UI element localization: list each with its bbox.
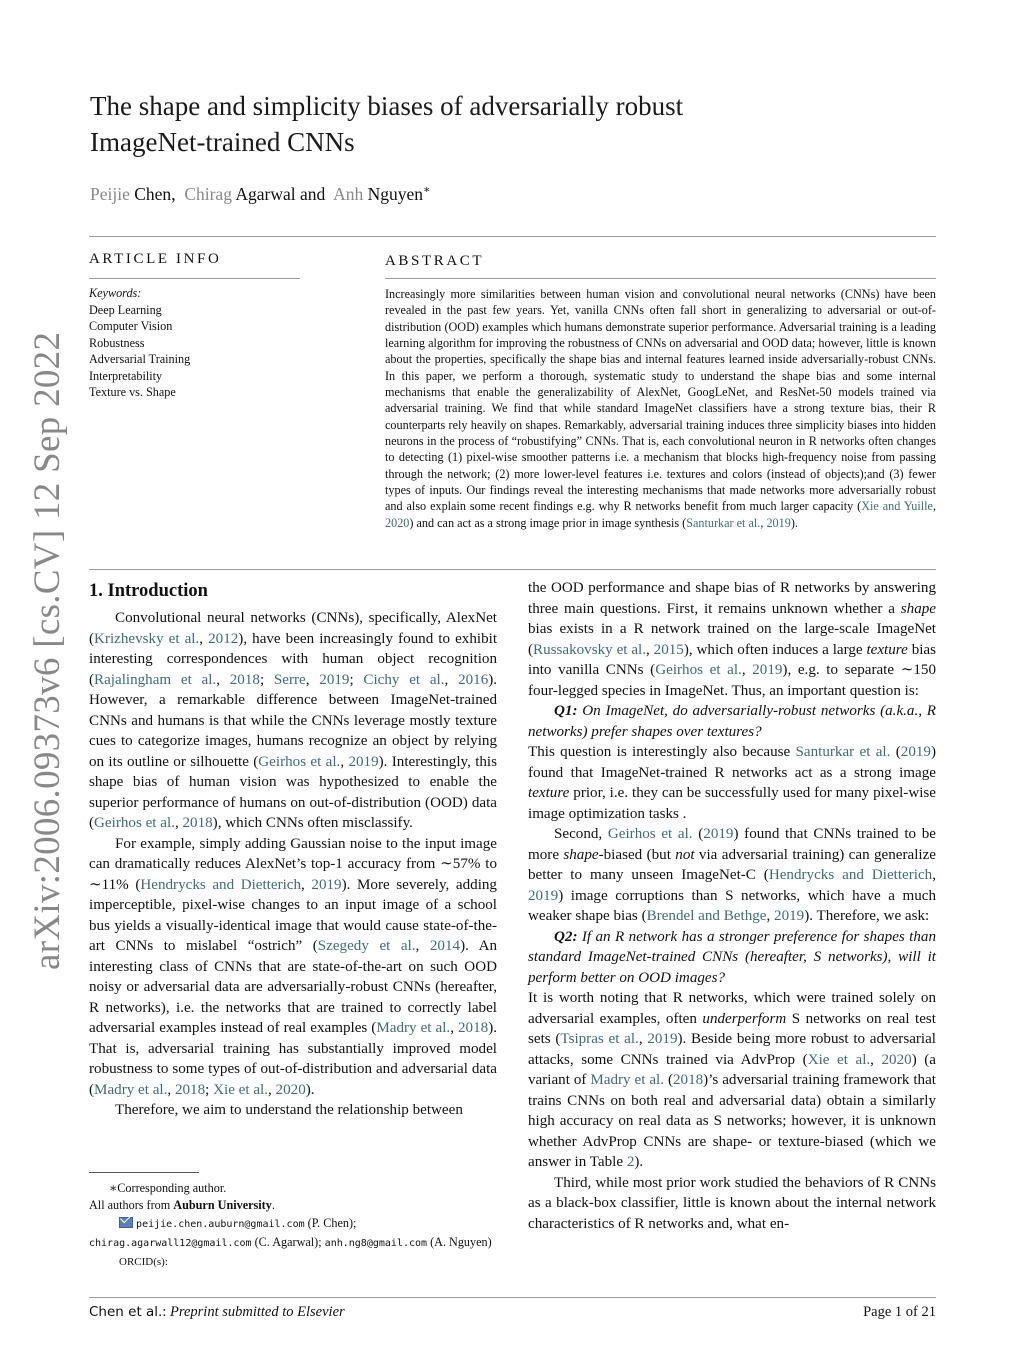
- body-text: ) (a variant of: [528, 1051, 936, 1088]
- paper-title: [90, 88, 850, 160]
- footer-colon: :: [162, 1304, 170, 1320]
- body-text: Convolutional neural networks (CNNs), specifically, AlexNet (: [89, 610, 497, 647]
- email-owner: (A. Nguyen): [427, 1234, 492, 1249]
- abstract-bottom-rule: [89, 569, 936, 570]
- body-text: ). However, a remarkable difference between ImageNet-trained CNNs and humans is that while the CNNs leverage mostly texture cues to categorize images, humans recognize an object by relying on its outline or silhouette (: [89, 671, 498, 770]
- body-text: ,: [268, 1081, 276, 1098]
- citation-link[interactable]: 2019: [766, 515, 791, 530]
- question-1-text: On ImageNet, do adversarially-robust networks (a.k.a., R networks) prefer shapes over textures?: [528, 703, 936, 740]
- emphasis-text: shape: [563, 846, 599, 863]
- email-link[interactable]: peijie.chen.auburn@gmail.com: [136, 1219, 305, 1230]
- emphasis-text: texture: [528, 785, 570, 801]
- keyword-item: Computer Vision: [89, 319, 173, 333]
- body-text: the OOD performance and shape bias of R networks by answering three main questions. First, it remains unknown whether a: [528, 580, 936, 617]
- body-text: bias into vanilla CNNs (: [528, 641, 937, 678]
- citation-sep: ,: [760, 515, 767, 530]
- body-text: ), which often induces a large: [683, 641, 867, 658]
- citation-link[interactable]: 2018: [458, 1020, 489, 1036]
- abstract-rule: [385, 278, 936, 279]
- citation-link[interactable]: 2020: [881, 1051, 912, 1068]
- citation-link[interactable]: Geirhos et al.: [655, 662, 742, 678]
- citation-link[interactable]: 2015: [653, 641, 684, 658]
- citation-link[interactable]: 2018: [174, 1081, 206, 1098]
- citation-link[interactable]: 2019: [311, 876, 342, 893]
- footnote-affiliation: [89, 1197, 499, 1214]
- intro-paragraph-6: [528, 824, 936, 927]
- question-2-label: Q2:: [554, 928, 578, 945]
- body-text: ,: [766, 908, 775, 924]
- author-2-first: Chirag: [184, 183, 232, 204]
- intro-paragraph-3: Therefore, we aim to understand the relationship between: [115, 1102, 463, 1118]
- body-text: ,: [305, 671, 320, 688]
- section-heading-introduction: 1. Introduction: [89, 581, 208, 601]
- body-text: ,: [167, 1081, 175, 1098]
- body-text: ). An interesting class of CNNs that are state-of-the-art on such OOD noisy or adversarial data are adversarially-robust CNNs (hereafter, R networks), i.e. the networks that are trained to correctly label adversarial examples instead of real examples (: [89, 938, 498, 1036]
- author-3-first: Anh: [333, 183, 364, 204]
- body-text: ), which CNNs often misclassify.: [212, 815, 413, 831]
- keyword-item: Interpretability: [89, 368, 163, 383]
- body-text: ) found that ImageNet-trained R networks act as a strong image: [528, 744, 936, 781]
- affil-text: All authors from: [89, 1197, 174, 1212]
- citation-link[interactable]: 2020: [275, 1081, 306, 1098]
- body-text: ), have been increasingly found to exhibit interesting correspondences with human object recognition (: [89, 630, 498, 688]
- citation-link[interactable]: Xie et al.: [807, 1051, 871, 1068]
- body-text: ,: [870, 1051, 882, 1068]
- question-1: [528, 701, 936, 742]
- emphasis-text: underperform: [702, 1010, 787, 1027]
- body-text: Second,: [554, 826, 608, 842]
- keyword-item: Texture vs. Shape: [89, 385, 176, 399]
- question-1-label: Q1:: [554, 703, 578, 719]
- body-text: ;: [259, 671, 274, 688]
- mail-icon: [119, 1217, 133, 1228]
- citation-link[interactable]: Xie and Yuille: [861, 499, 933, 514]
- intro-paragraph-4: [528, 578, 936, 701]
- body-text: ). Beside being more robust to adversarial attacks, some CNNs trained via AdvProp (: [528, 1031, 936, 1068]
- citation-link[interactable]: 2018: [182, 815, 213, 831]
- abstract-heading: ABSTRACT: [385, 253, 485, 269]
- citation-sep: ,: [932, 499, 936, 514]
- body-text: ,: [174, 815, 183, 831]
- body-text: ,: [646, 641, 654, 658]
- body-text: via adversarial training) can generalize better to many unseen ImageNet-C (: [528, 846, 936, 883]
- body-text: ). Interestingly, this shape bias of human vision was hypothesized to enable the superior performance of humans on out-of-distribution (OOD) data (: [89, 753, 497, 831]
- abstract-text: Increasingly more similarities between human vision and convolutional neural networks (CNNs) have been revealed in the past few years. Yet, vanilla CNNs often fall short in generalizing to adversarial or out-of-distribution (OOD) examples which humans demonstrate superior performance. Adversarial training is a leading learning algorithm for improving the robustness of CNNs on adversarial and OOD data; however, little is known about the properties, specifically the shape bias and internal features learned inside adversarially-robust CNNs. In this paper, we perform a thorough, systematic study to understand the shape bias and some internal mechanisms that enable the generalizability of AlexNet, GoogLeNet, and ResNet-50 models trained via adversarial training. We find that while standard ImageNet classifiers have a strong texture bias, their R counterparts rely heavily on shapes. Remarkably, adversarial training induces three simplicity biases into hidden neurons in the process of “robustifying” CNNs. That is, each convolutional neuron in R networks often changes to detecting (1) pixel-wise smoother patterns i.e. a mechanism that blocks high-frequency noise from passing through the network; (2) more lower-level features i.e. textures and colors (instead of objects);and (3) fewer types of inputs. Our findings reveal the interesting mechanisms that made networks more adversarially robust and also explain some recent findings e.g. why R networks benefit from much larger capacity (: [385, 287, 936, 514]
- abstract-text: ).: [790, 515, 798, 530]
- title-line-1: The shape and simplicity biases of adversarially robust: [90, 91, 684, 121]
- author-2-last: Agarwal: [235, 183, 296, 204]
- author-and: and: [300, 183, 326, 204]
- citation-link[interactable]: Xie et al.: [213, 1081, 268, 1098]
- citation-link[interactable]: 2014: [429, 938, 461, 954]
- footnote-orcid: ORCID(s):: [119, 1256, 168, 1268]
- citation-link[interactable]: Krizhevsky et al.: [94, 630, 200, 647]
- body-text: S networks on real test sets (: [528, 1010, 937, 1047]
- intro-paragraph-7: [528, 988, 936, 1173]
- author-1-last: Chen: [134, 183, 172, 204]
- citation-link[interactable]: 2018: [672, 1072, 704, 1088]
- footer-venue: Preprint submitted to Elsevier: [170, 1304, 345, 1320]
- keywords-label: Keywords:: [89, 286, 142, 300]
- citation-link[interactable]: 2012: [208, 630, 239, 647]
- body-text: ).: [305, 1081, 315, 1098]
- body-text: -biased (but: [598, 846, 676, 863]
- body-text: ,: [415, 938, 430, 954]
- running-footer: [89, 1304, 345, 1321]
- citation-link[interactable]: 2019: [900, 744, 931, 760]
- title-line-2: ImageNet-trained CNNs: [90, 127, 355, 157]
- body-text: bias exists in a R network trained on the large-scale ImageNet (: [528, 621, 936, 658]
- body-text: ,: [340, 753, 349, 770]
- citation-link[interactable]: Geirhos et al.: [607, 826, 693, 842]
- citation-link[interactable]: 2019: [348, 753, 379, 770]
- keyword-item: Adversarial Training: [89, 352, 191, 366]
- arxiv-side-label: arXiv:2006.09373v6 [cs.CV] 12 Sep 2022: [27, 331, 68, 970]
- emphasis-text: not: [675, 846, 695, 863]
- question-2-text: If an R network has a stronger preference for shapes than standard ImageNet-trained CNNs (hereafter, S networks), will it perform better on OOD images?: [528, 928, 936, 986]
- footnote-email-line: [89, 1215, 499, 1234]
- email-owner: (P. Chen);: [304, 1216, 357, 1230]
- citation-link[interactable]: Santurkar et al.: [686, 515, 761, 530]
- body-text: (: [692, 826, 704, 842]
- citation-link[interactable]: Geirhos et al.: [258, 753, 341, 770]
- email-link[interactable]: anh.ng8@gmail.com: [324, 1237, 428, 1249]
- citation-link[interactable]: Cichy et al.: [363, 671, 445, 688]
- intro-paragraph-8: Third, while most prior work studied the behaviors of R CNNs as a black-box classifier, little is known about the internal network characteristics of R networks and, what en-: [528, 1174, 936, 1232]
- body-text: )’s adversarial training framework that trains CNNs on both real and adversarial data) obtain a similarly high accuracy on real data as S networks; however, it is unknown whether AdvProp CNNs are shape- or texture-biased (which we answer in Table: [528, 1072, 936, 1170]
- body-text: ).: [634, 1154, 644, 1170]
- citation-link[interactable]: Szegedy et al.: [317, 938, 416, 954]
- footnote-rule: [89, 1172, 199, 1173]
- body-text: (: [890, 744, 901, 760]
- citation-link[interactable]: Madry et al.: [376, 1020, 451, 1036]
- email-link[interactable]: chirag.agarwall12@gmail.com: [89, 1237, 252, 1249]
- citation-link[interactable]: 2: [626, 1154, 635, 1170]
- right-column: [528, 578, 936, 1234]
- article-info-rule: [89, 278, 300, 279]
- article-info-heading: ARTICLE INFO: [89, 251, 222, 267]
- body-text: ) found that CNNs trained to be more: [528, 826, 936, 863]
- body-text: ,: [444, 671, 459, 688]
- left-column: [89, 580, 497, 1121]
- body-text: ), e.g. to separate ∼150 four-legged species in ImageNet. Thus, an important question is:: [528, 662, 936, 699]
- email-owner: (C. Agarwal);: [251, 1234, 325, 1249]
- body-text: ,: [199, 630, 209, 647]
- page-number: Page 1 of 21: [863, 1304, 936, 1320]
- emphasis-text: texture: [866, 641, 908, 658]
- citation-link[interactable]: Madry et al.: [590, 1072, 665, 1088]
- citation-link[interactable]: Hendrycks and Dietterich: [768, 867, 933, 883]
- citation-link[interactable]: 2020: [385, 515, 410, 530]
- citation-link[interactable]: Russakovsky et al.: [533, 641, 646, 658]
- intro-paragraph-5: [528, 742, 936, 824]
- body-text: This question is interestingly also because: [528, 744, 796, 760]
- citation-link[interactable]: Brendel and Bethge: [646, 908, 767, 924]
- body-text: ,: [638, 1031, 648, 1047]
- top-rule: [89, 236, 936, 237]
- emphasis-text: shape: [900, 600, 936, 617]
- footnote-corresponding: ∗Corresponding author.: [109, 1181, 227, 1195]
- body-text: ,: [932, 867, 936, 883]
- author-list: Peijie Chen, Chirag Agarwal and Anh Nguyen∗: [90, 183, 431, 204]
- keywords-block: [89, 285, 190, 401]
- body-text: ). That is, adversarial training has substantially improved model robustness to some types of out-of-distribution and adversarial data (: [89, 1020, 497, 1098]
- author-3-last: Nguyen: [367, 183, 424, 204]
- citation-link[interactable]: 2019: [528, 887, 559, 904]
- corresponding-mark: ∗: [423, 184, 431, 196]
- footnote-email-line: [89, 1234, 499, 1253]
- keyword-item: Robustness: [89, 335, 145, 350]
- footer-rule: [89, 1297, 936, 1298]
- body-text: ,: [450, 1020, 458, 1036]
- body-text: prior, i.e. they can be successfully used for many pixel-wise image optimization tasks .: [528, 785, 936, 822]
- abstract-text: ) and can act as a strong image prior in image synthesis (: [409, 515, 687, 530]
- body-text: ) image corruptions than S networks, which have a much weaker shape bias (: [528, 887, 936, 924]
- citation-link[interactable]: Tsipras et al.: [560, 1031, 639, 1047]
- citation-link[interactable]: 2019: [774, 908, 805, 924]
- author-1-first: Peijie: [90, 183, 130, 204]
- body-text: For example, simply adding Gaussian noise to the input image can dramatically reduces AlexNet’s top-1 accuracy from ∼57% to ∼11% (: [89, 835, 497, 893]
- body-text: ). Therefore, we ask:: [804, 908, 930, 924]
- citation-link[interactable]: 2019: [752, 662, 783, 678]
- citation-link[interactable]: 2016: [458, 671, 489, 688]
- citation-link[interactable]: 2019: [647, 1031, 678, 1047]
- citation-link[interactable]: Hendrycks and Dietterich: [140, 876, 302, 893]
- intro-paragraph-2: [89, 834, 497, 1101]
- affil-university: Auburn University: [173, 1197, 272, 1212]
- body-text: ;: [349, 671, 364, 688]
- body-text: ). More severely, adding imperceptible, pixel-wise changes to an input image of a school bus yields a visually-identical image that would cause state-of-the-art CNNs to mislabel “ostrich” (: [89, 876, 497, 954]
- body-text: It is worth noting that R networks, which were trained solely on adversarial examples, often: [528, 990, 936, 1027]
- citation-link[interactable]: Rajalingham et al.: [94, 671, 217, 688]
- citation-link[interactable]: Santurkar et al.: [795, 744, 891, 760]
- citation-link[interactable]: Serre: [273, 671, 306, 688]
- body-text: (: [664, 1072, 673, 1088]
- intro-paragraph-1: [89, 608, 497, 834]
- body-text: ,: [741, 662, 753, 678]
- citation-link[interactable]: 2019: [703, 826, 734, 842]
- keyword-item: Deep Learning: [89, 302, 162, 317]
- abstract-body: [385, 286, 936, 531]
- affil-text: .: [271, 1197, 275, 1212]
- citation-link[interactable]: Geirhos et al.: [94, 815, 175, 831]
- body-text: ,: [301, 876, 312, 893]
- body-text: ,: [216, 671, 230, 688]
- citation-link[interactable]: Madry et al.: [94, 1081, 168, 1098]
- footer-authors: Chen et al.: [89, 1304, 163, 1320]
- question-2: [528, 927, 936, 989]
- citation-link[interactable]: 2018: [229, 671, 260, 688]
- citation-link[interactable]: 2019: [319, 671, 350, 688]
- body-text: ;: [205, 1081, 214, 1098]
- footnotes: [89, 1180, 499, 1271]
